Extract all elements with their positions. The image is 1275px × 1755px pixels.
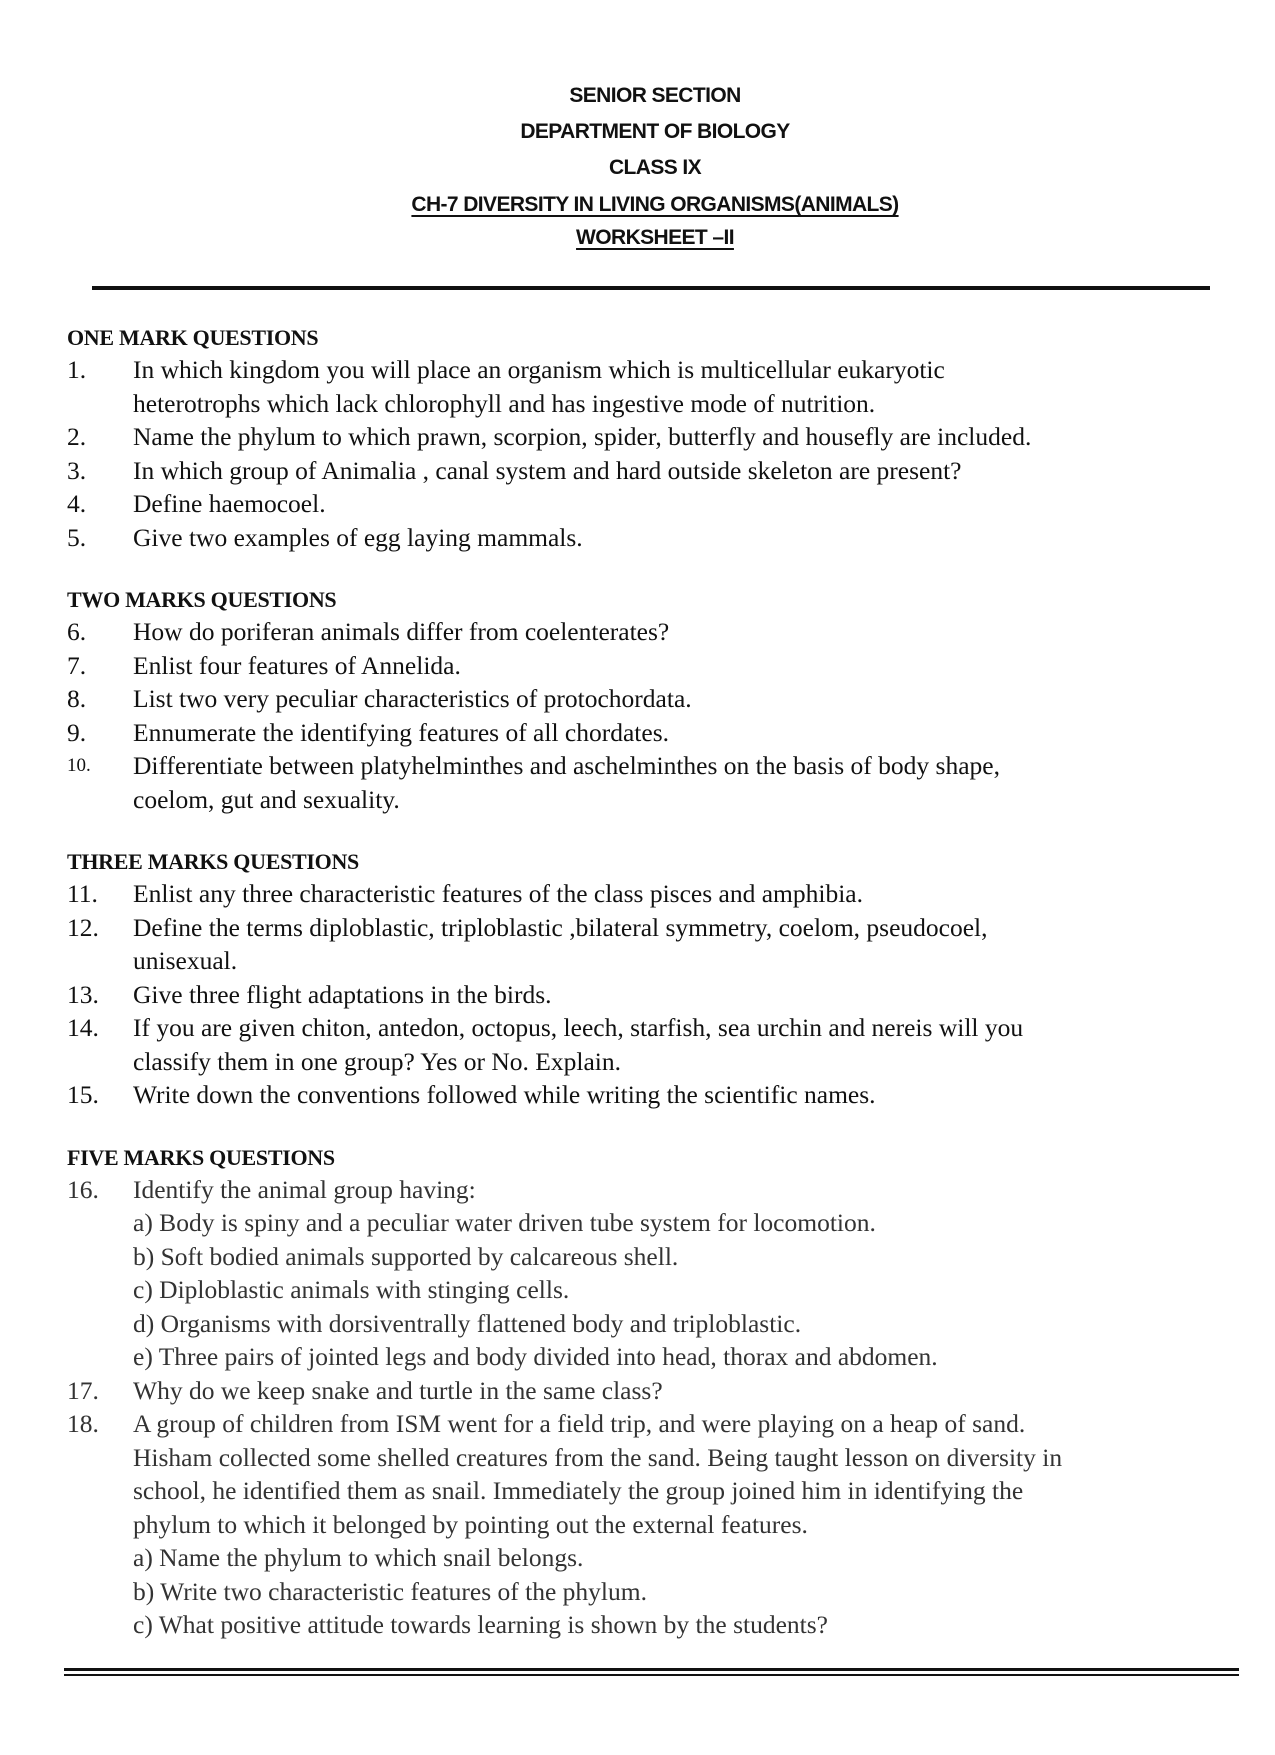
question-text (133, 649, 1247, 683)
question-line: a) Name the phylum to which snail belongs. (133, 1543, 584, 1572)
question-line: b) Soft bodied animals supported by calcareous shell. (133, 1241, 679, 1271)
question-line: List two very peculiar characteristics of protochordata. (133, 684, 692, 713)
question-text (133, 454, 1247, 488)
header-divider (92, 286, 1210, 290)
question-item (67, 521, 1247, 555)
question-line: classify them in one group? Yes or No. Explain. (133, 1046, 621, 1076)
question-item (67, 420, 1247, 454)
question-text (133, 877, 1247, 911)
section-title: TWO MARKS QUESTIONS (67, 587, 337, 612)
question-text (133, 1407, 1247, 1642)
question-text (133, 716, 1247, 750)
question-line: c) Diploblastic animals with stinging cells. (133, 1275, 570, 1304)
question-number: 15. (67, 1080, 99, 1109)
question-number: 5. (67, 522, 87, 552)
question-item (67, 978, 1247, 1012)
question-text (133, 1374, 1247, 1408)
question-number: 14. (67, 1013, 99, 1042)
question-item (67, 454, 1247, 488)
question-text (133, 1173, 1247, 1374)
question-text (133, 420, 1247, 454)
question-number: 18. (67, 1409, 99, 1438)
question-number: 11. (67, 879, 98, 908)
question-item (67, 615, 1247, 649)
question-line: unisexual. (133, 946, 238, 975)
question-line: Differentiate between platyhelminthes and aschelminthes on the basis of body shape, (133, 751, 1000, 780)
question-number: 8. (67, 684, 87, 713)
question-line: heterotrophs which lack chlorophyll and has ingestive mode of nutrition. (133, 388, 876, 418)
question-section (67, 584, 1247, 816)
question-text (133, 1078, 1247, 1112)
question-item (67, 1011, 1247, 1078)
question-line: If you are given chiton, antedon, octopus, leech, starfish, sea urchin and nereis will you (133, 1013, 1024, 1042)
question-number: 10. (67, 755, 91, 776)
question-line: b) Write two characteristic features of the phylum. (133, 1576, 647, 1606)
question-number: 6. (67, 617, 87, 646)
question-text (133, 1011, 1247, 1078)
question-line: phylum to which it belonged by pointing out the external features. (133, 1509, 808, 1539)
question-line: In which kingdom you will place an organism which is multicellular eukaryotic (133, 355, 945, 384)
question-number: 9. (67, 717, 87, 747)
question-text (133, 682, 1247, 716)
question-line: Give three flight adaptations in the birds. (133, 979, 552, 1009)
question-line: e) Three pairs of jointed legs and body divided into head, thorax and abdomen. (133, 1342, 938, 1371)
question-line: Define the terms diploblastic, triploblastic ,bilateral symmetry, coelom, pseudocoel, (133, 912, 988, 942)
question-item (67, 911, 1247, 978)
question-line: Name the phylum to which prawn, scorpion, spider, butterfly and housefly are included. (133, 422, 1032, 451)
question-item (67, 749, 1247, 816)
question-item (67, 1173, 1247, 1374)
question-line: How do poriferan animals differ from coelenterates? (133, 617, 670, 646)
question-line: a) Body is spiny and a peculiar water driven tube system for locomotion. (133, 1208, 876, 1237)
question-item (67, 1374, 1247, 1408)
question-line: Enlist four features of Annelida. (133, 650, 461, 680)
question-item (67, 1078, 1247, 1112)
question-number: 13. (67, 979, 99, 1009)
question-line: d) Organisms with dorsiventrally flattened body and triploblastic. (133, 1308, 802, 1338)
question-text (133, 521, 1247, 555)
chapter-heading-row (0, 193, 1275, 217)
school-section-heading: SENIOR SECTION (569, 84, 741, 107)
department-heading: DEPARTMENT OF BIOLOGY (520, 120, 790, 143)
question-text (133, 353, 1247, 420)
question-line: Enlist any three characteristic features of the class pisces and amphibia. (133, 879, 863, 908)
question-line: Write down the conventions followed while writing the scientific names. (133, 1080, 876, 1109)
question-number: 4. (67, 489, 87, 518)
question-list (67, 322, 1247, 1642)
question-number: 2. (67, 422, 87, 451)
class-heading: CLASS IX (608, 156, 702, 179)
question-text (133, 615, 1247, 649)
question-line: school, he identified them as snail. Immediately the group joined him in identifying the (133, 1476, 1024, 1505)
worksheet-heading: WORKSHEET –II (576, 226, 734, 249)
question-line: Identify the animal group having: (133, 1174, 476, 1204)
question-line: c) What positive attitude towards learning is shown by the students? (133, 1610, 828, 1639)
section-title: FIVE MARKS QUESTIONS (67, 1144, 335, 1170)
question-item (67, 1407, 1247, 1642)
question-text (133, 749, 1247, 816)
question-number: 12. (67, 912, 99, 942)
question-line: coelom, gut and sexuality. (133, 784, 400, 814)
question-section (67, 1142, 1247, 1642)
question-number: 17. (67, 1375, 99, 1405)
chapter-heading: CH-7 DIVERSITY IN LIVING ORGANISMS(ANIMALS) (411, 193, 899, 216)
worksheet-heading-row (0, 226, 1275, 250)
question-item (67, 682, 1247, 716)
question-text (133, 487, 1247, 521)
question-item (67, 877, 1247, 911)
question-item (67, 487, 1247, 521)
question-number: 3. (67, 455, 87, 485)
question-line: In which group of Animalia , canal system and hard outside skeleton are present? (133, 455, 962, 485)
question-line: Define haemocoel. (133, 489, 326, 518)
question-section (67, 322, 1247, 554)
question-line: Ennumerate the identifying features of all chordates. (133, 717, 669, 747)
question-item (67, 353, 1247, 420)
question-text (133, 978, 1247, 1012)
question-text (133, 911, 1247, 978)
question-item (67, 649, 1247, 683)
question-number: 1. (67, 355, 87, 384)
question-item (67, 716, 1247, 750)
question-number: 16. (67, 1174, 99, 1204)
question-line: Hisham collected some shelled creatures from the sand. Being taught lesson on diversity in (133, 1442, 1063, 1472)
question-line: Why do we keep snake and turtle in the same class? (133, 1375, 663, 1405)
footer-double-rule (64, 1668, 1239, 1676)
question-line: A group of children from ISM went for a field trip, and were playing on a heap of sand. (133, 1409, 1026, 1438)
question-number: 7. (67, 650, 87, 680)
question-section (67, 846, 1247, 1112)
question-line: Give two examples of egg laying mammals. (133, 522, 583, 552)
section-title: THREE MARKS QUESTIONS (67, 849, 359, 874)
section-title: ONE MARK QUESTIONS (67, 325, 319, 350)
